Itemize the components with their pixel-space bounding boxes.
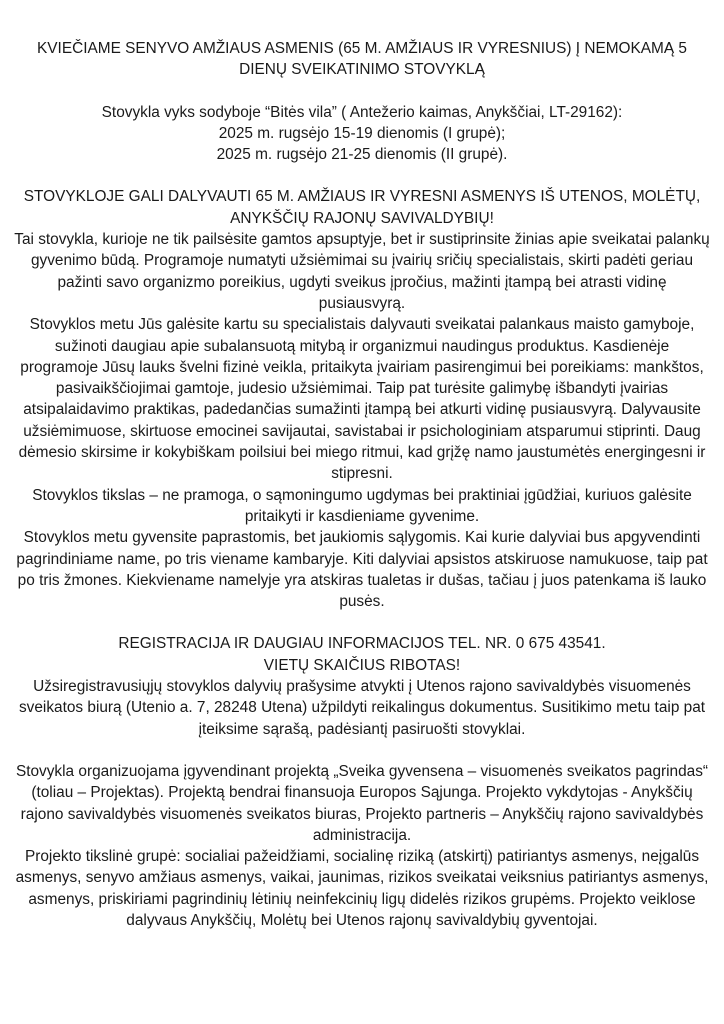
spacer — [14, 165, 710, 186]
venue-location: Stovykla vyks sodyboje “Bitės vila” ( Antežerio kaimas, Anykščiai, LT-29162): — [101, 103, 623, 121]
spacer — [14, 740, 710, 761]
limited-places-notice: VIETŲ SKAIČIUS RIBOTAS! — [263, 656, 461, 674]
project-paragraph: Stovykla organizuojama įgyvendinant projektą „Sveika gyvensena – visuomenės sveikatos pagrindas“ (toliau – Projektas). Projektą bendrai finansuoja Europos Sąjunga. Projekto vykdytojas - Anykščių rajono savivaldybės visuomenės sveikatos biuras, Projekto partneris – Anykščių rajono savivaldybės administracija. — [15, 762, 709, 844]
spacer — [14, 81, 710, 102]
venue-dates-group-2: 2025 m. rugsėjo 21-25 dienomis (II grupė). — [216, 146, 508, 164]
goal-paragraph: Stovyklos tikslas – ne pramoga, o sąmoningumo ugdymas bei praktiniai įgūdžiai, kuriuos galėsite pritaikyti ir kasdieniame gyvenime. — [32, 486, 692, 525]
spacer — [14, 612, 710, 633]
accommodation-paragraph: Stovyklos metu gyvensite paprastomis, bet jaukiomis sąlygomis. Kai kurie dalyviai bus apgyvendinti pagrindiniame name, po tris viename kambaryje. Kiti dalyviai apsistos atskiruose namukuose, taip pat po tris žmones. Kiekviename namelyje yra atskiras tualetas ir dušas, tačiau į juos patenkama iš lauko pusės. — [16, 529, 708, 611]
target-group-paragraph: Projekto tikslinė grupė: socialiai pažeidžiami, socialinę riziką (atskirtį) patiriantys asmenys, neįgalūs asmenys, senyvo amžiaus asmenys, vaikai, jaunimas, rizikos sveikatai veiksnius patiriantys asmenys, asmenys, priskiriami pagrindinių lėtinių neinfekcinių ligų didelės rizikos grupėms. Projekto veiklose dalyvaus Anykščių, Molėtų bei Utenos rajonų savivaldybių gyventojai. — [15, 848, 709, 929]
registration-phone: REGISTRACIJA IR DAUGIAU INFORMACIJOS TEL. NR. 0 675 43541. — [118, 635, 606, 653]
flyer-document — [14, 38, 710, 931]
program-paragraph: Stovyklos metu Jūs galėsite kartu su specialistais dalyvauti sveikatai palankaus maisto gamyboje, sužinoti daugiau apie subalansuotą mitybą ir organizmui naudingus produktus. Kasdienėje programoje Jūsų lauks švelni fizinė veikla, pritaikyta įvairiam pasirengimui bei poreikiams: mankštos, pasivaikščiojimai gamtoje, judesio užsiėmimai. Taip pat turėsite galimybę išbandyti įvairias atsipalaidavimo praktikas, padedančias sumažinti įtampą bei atkurti vidinę pusiausvyrą. Dalyvausite užsiėmimuose, skirtuose emocinei savijautai, savistabai ir psichologiniam atsparumui stiprinti. Daug dėmesio skirsime ir kokybiškam poilsiui bei miego ritmui, kad grįžę namo jaustumėtės energingesni ir stipresni. — [18, 316, 706, 483]
participants-heading: STOVYKLOJE GALI DALYVAUTI 65 M. AMŽIAUS IR VYRESNI ASMENYS IŠ UTENOS, MOLĖTŲ, ANYKŠČIŲ RAJONŲ SAVIVALDYBIŲ! — [23, 188, 701, 227]
venue-dates-group-1: 2025 m. rugsėjo 15-19 dienomis (I grupė); — [218, 124, 506, 142]
intro-paragraph: Tai stovykla, kurioje ne tik pailsėsite gamtos apsuptyje, bet ir sustiprinsite žinias apie sveikatai palankų gyvenimo būdą. Programoje numatyti užsiėmimai su įvairių sričių specialistais, skirti padėti geriau pažinti savo organizmo poreikius, ugdyti sveikus įpročius, mažinti įtampą bei atrasti vidinę pusiausvyrą. — [14, 231, 710, 312]
flyer-title: KVIEČIAME SENYVO AMŽIAUS ASMENIS (65 M. AMŽIAUS IR VYRESNIUS) Į NEMOKAMĄ 5 DIENŲ SVEIKATINIMO STOVYKLĄ — [37, 40, 687, 79]
registration-instructions: Užsiregistravusiųjų stovyklos dalyvių prašysime atvykti į Utenos rajono savivaldybės visuomenės sveikatos biurą (Utenio a. 7, 28248 Utena) užpildyti reikalingus dokumentus. Susitikimo metu taip pat įteiksime sąrašą, padėsiantį pasiruošti stovyklai. — [18, 678, 706, 738]
